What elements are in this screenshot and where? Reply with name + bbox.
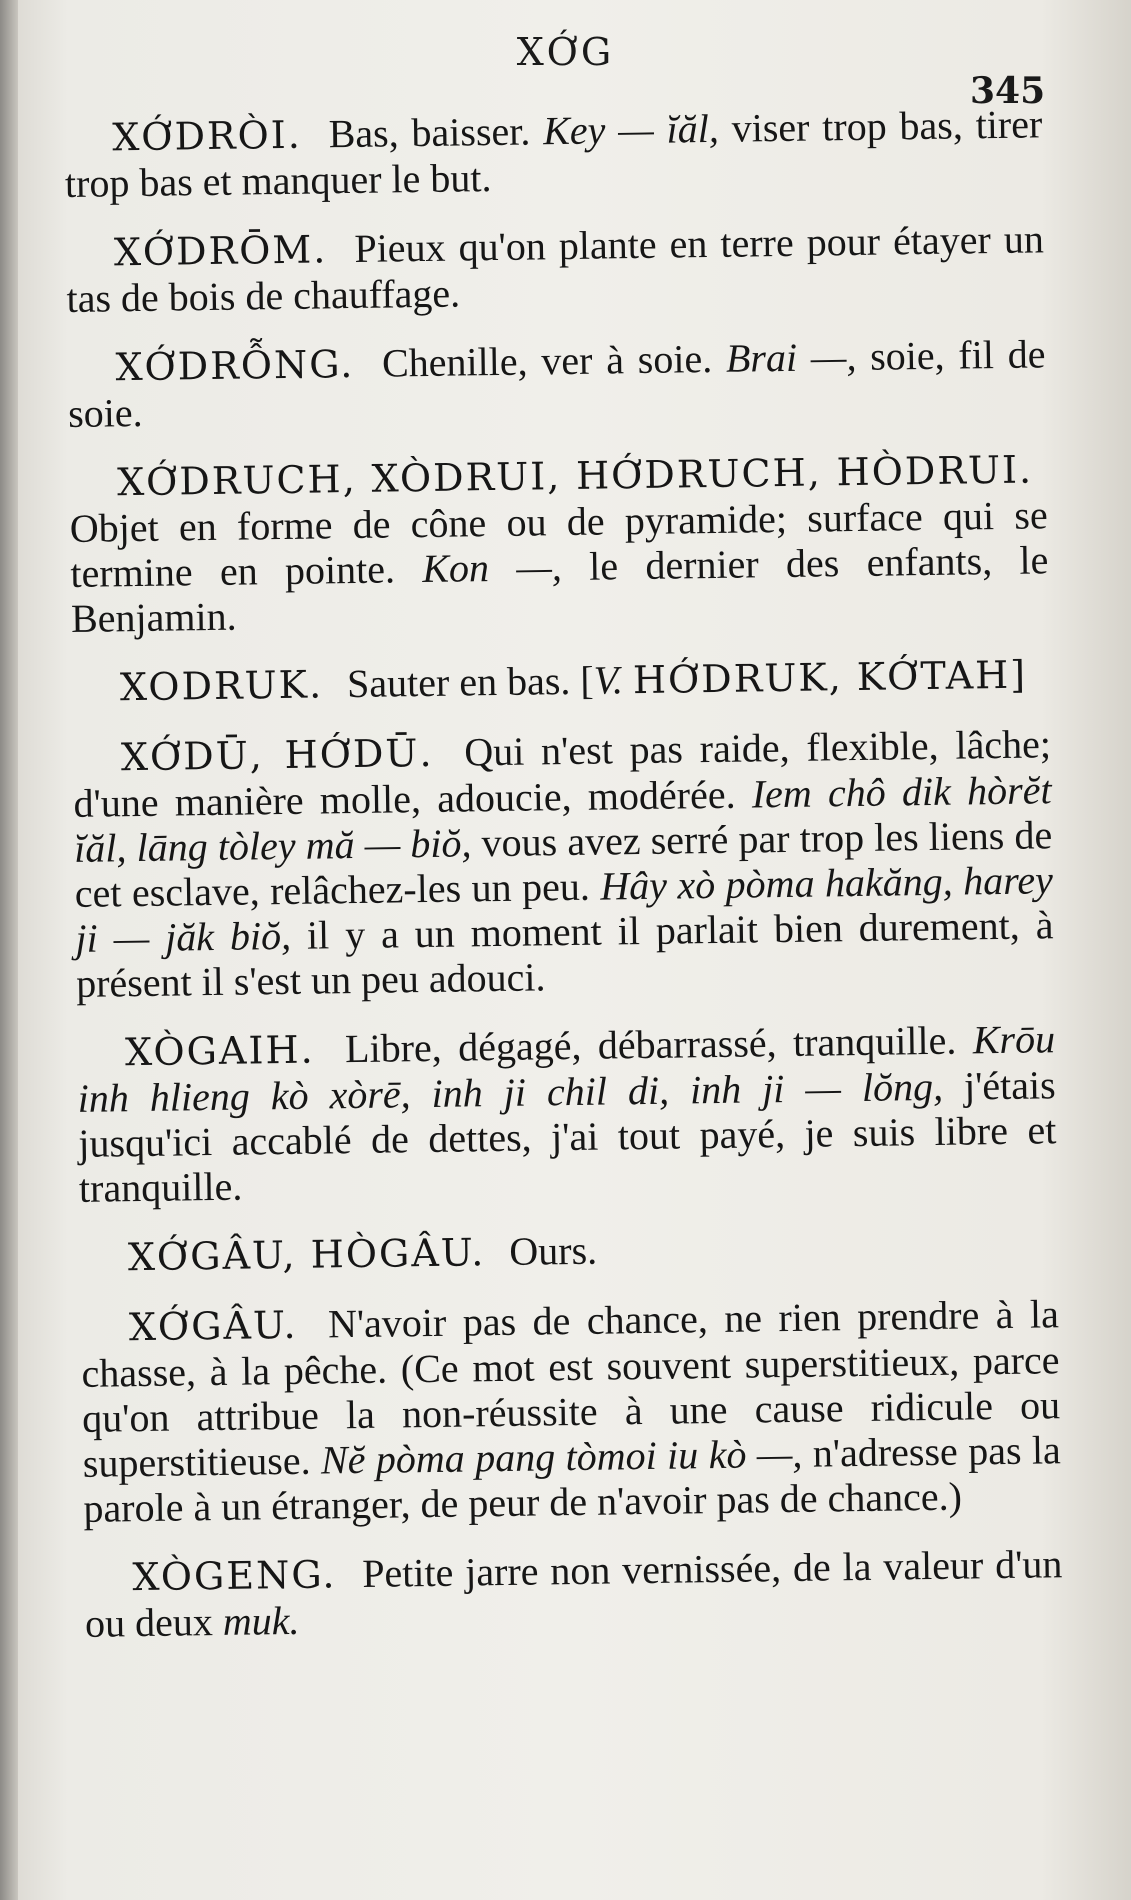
cross-reference: HỚDRUK, KỚTAH] <box>632 652 1028 703</box>
translation: j'étais jusqu'ici accablé de dettes, j'ai tout payé, je suis libre et tranquille. <box>78 1062 1057 1211</box>
headword: XỚGÂU. <box>128 1302 298 1350</box>
example: Key — ĭăl, <box>542 105 720 154</box>
definition: Pieux qu'on plante en terre pour étayer un tas de bois de chauffage. <box>66 216 1045 321</box>
page-number: 345 <box>970 70 1046 112</box>
example: Hây xò pòma hakăng, harey ji — jăk biŏ, <box>75 857 1054 961</box>
translation: n'adresse pas la parole à un étranger, de peur de n'avoir pas de chance.) <box>83 1427 1062 1531</box>
entry-xodu <box>73 721 1055 1006</box>
example: muk. <box>222 1597 300 1644</box>
running-header: XỚG <box>516 30 615 74</box>
headword: XỚDRỖNG. <box>115 341 355 390</box>
headword: XỚDRŌM. <box>113 227 328 275</box>
definition: Chenille, ver à soie. <box>381 335 713 386</box>
definition: Objet en forme de cône ou de pyramide; surface qui se termine en pointe. <box>69 492 1048 596</box>
entry-xodruch <box>69 446 1049 641</box>
example: Brai —, <box>725 333 857 381</box>
entry-xodruk <box>72 651 1051 711</box>
definition: Libre, dégagé, débarrassé, tranquille. <box>344 1017 957 1072</box>
entry-xogaih <box>77 1016 1057 1211</box>
example: Krōu inh hlieng kò xòrē, inh ji chil di, inh ji — lŏng, <box>77 1016 1056 1121</box>
translation: le dernier des enfants, le Benjamin. <box>70 537 1049 641</box>
definition: Ours. <box>509 1227 598 1274</box>
entry-xodrong <box>67 331 1046 436</box>
headword: XÒGAIH. <box>124 1027 315 1075</box>
translation: vous avez serré par trop les liens de cet esclave, relâchez-les un peu. <box>74 812 1053 916</box>
example: Kon —, <box>421 544 563 592</box>
entry-xogau <box>81 1291 1062 1531</box>
entry-xodroi <box>64 101 1043 206</box>
example: Iem chô dik hòrĕt ĭăl, lāng tòley mă — biŏ, <box>73 767 1052 871</box>
headword: XỚDRUCH, XÒDRUI, HỚDRUCH, HÒDRUI. <box>116 447 1034 505</box>
translation: viser trop bas, tirer trop bas et manquer le but. <box>64 101 1043 206</box>
headword: XÒGENG. <box>132 1552 337 1600</box>
definition: Petite jarre non vernissée, de la valeur d'un ou deux <box>84 1541 1063 1646</box>
translation: il y a un moment il parlait bien durement, à présent il s'est un peu adouci. <box>75 902 1054 1006</box>
cross-reference-marker: V. <box>593 657 624 703</box>
definition: N'avoir pas de chance, ne rien prendre à la chasse, à la pêche. (Ce mot est souvent superstitieux, parce qu'on attribue la non-réussite à une cause ridicule ou superstitieuse. <box>81 1291 1061 1486</box>
definition: Bas, baisser. <box>328 108 531 157</box>
entry-xodrom <box>66 216 1045 321</box>
headword: XỚDŪ, HỚDŪ. <box>120 730 434 780</box>
definition: Qui n'est pas raide, flexible, lâche; d'une manière molle, adoucie, modérée. <box>73 721 1052 826</box>
definition: Sauter en bas. [ <box>346 657 594 707</box>
headword: XỚGÂU, HÒGÂU. <box>127 1230 486 1280</box>
dictionary-entries <box>64 101 1064 1670</box>
headword: XODRUK. <box>119 662 324 710</box>
entry-xogau-hogau <box>80 1221 1059 1281</box>
headword: XỚDRÒI. <box>112 112 303 160</box>
entry-xogeng <box>84 1541 1063 1646</box>
example: Nĕ pòma pang tòmoi iu kò —, <box>320 1430 803 1483</box>
book-spine-shadow <box>0 0 18 1900</box>
translation: soie, fil de soie. <box>67 331 1046 436</box>
